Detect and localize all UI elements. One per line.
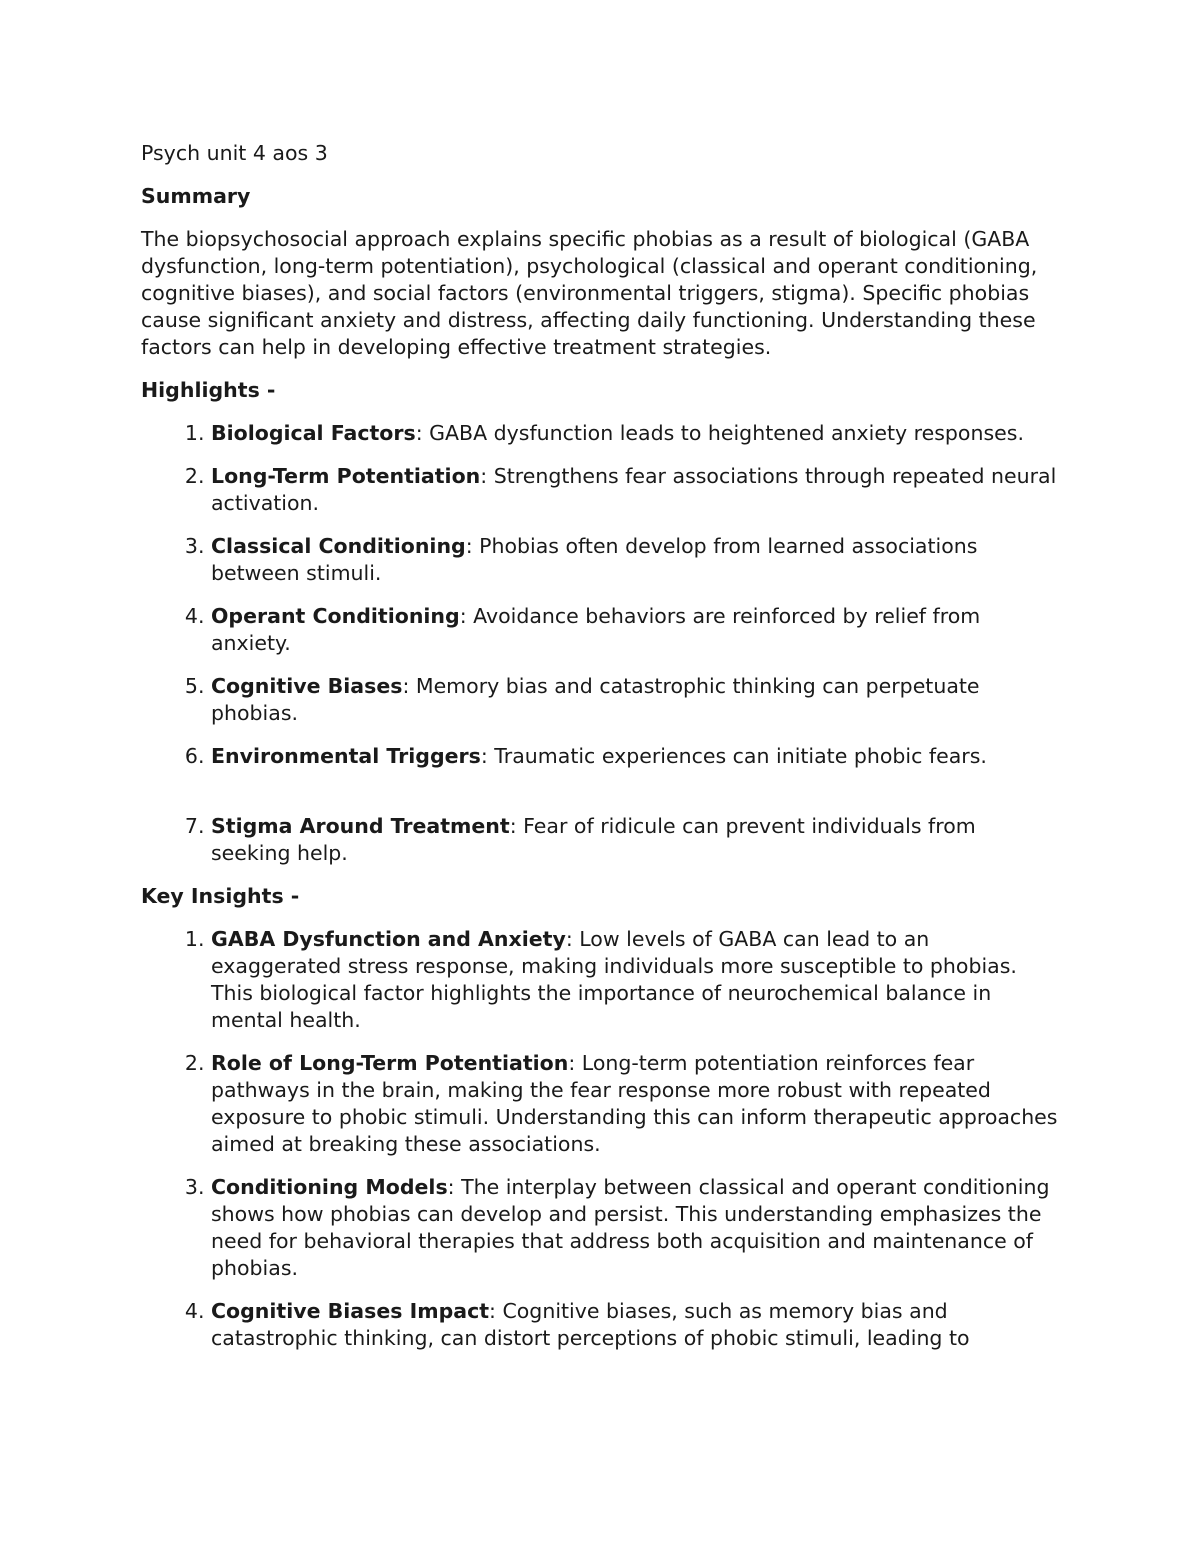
insights-heading: Key Insights - — [141, 884, 300, 908]
insight-term: GABA Dysfunction and Anxiety — [211, 927, 566, 951]
insight-text: : Long-term potentiation reinforces fear pathways in the brain, making the fear response more robust with repeated exposure to phobic stimuli. Understanding this can inform therapeutic approaches aimed at breaking these associations. — [211, 1051, 1058, 1156]
summary-heading: Summary — [141, 184, 251, 208]
highlight-text: : Fear of ridicule can prevent individuals from seeking help. — [211, 814, 976, 865]
highlight-item — [211, 533, 1061, 587]
insight-text: : The interplay between classical and operant conditioning shows how phobias can develop and persist. This understanding emphasizes the need for behavioral therapies that address both acquisition and maintenance of phobias. — [211, 1175, 1050, 1280]
insight-item — [211, 1050, 1061, 1158]
document-title: Psych unit 4 aos 3 — [141, 141, 328, 165]
insight-term: Cognitive Biases Impact — [211, 1299, 490, 1323]
highlight-item — [211, 420, 1061, 447]
highlight-term: Cognitive Biases — [211, 674, 403, 698]
highlights-heading: Highlights - — [141, 378, 276, 402]
highlight-term: Long-Term Potentiation — [211, 464, 481, 488]
document-page — [141, 140, 1061, 1368]
highlight-term: Biological Factors — [211, 421, 416, 445]
insight-term: Role of Long-Term Potentiation — [211, 1051, 569, 1075]
highlight-item — [211, 673, 1061, 727]
highlight-text: : Memory bias and catastrophic thinking can perpetuate phobias. — [211, 674, 980, 725]
insights-list — [141, 926, 1061, 1352]
highlight-text: : GABA dysfunction leads to heightened anxiety responses. — [415, 421, 1024, 445]
highlight-text: : Traumatic experiences can initiate phobic fears. — [480, 744, 987, 768]
insight-text: : Low levels of GABA can lead to an exaggerated stress response, making individuals more susceptible to phobias. This biological factor highlights the importance of neurochemical balance in mental health. — [211, 927, 1017, 1032]
highlights-list — [141, 420, 1061, 867]
insight-text: : Cognitive biases, such as memory bias and catastrophic thinking, can distort perceptions of phobic stimuli, leading to — [211, 1299, 970, 1350]
highlight-text: : Strengthens fear associations through repeated neural activation. — [211, 464, 1057, 515]
insight-term: Conditioning Models — [211, 1175, 448, 1199]
summary-paragraph: The biopsychosocial approach explains specific phobias as a result of biological (GABA dysfunction, long-term potentiation), psychological (classical and operant conditioning, cognitive biases), and social factors (environmental triggers, stigma). Specific phobias cause significant anxiety and distress, affecting daily functioning. Understanding these factors can help in developing effective treatment strategies. — [141, 227, 1038, 359]
insight-item — [211, 1298, 1061, 1352]
highlight-item — [211, 463, 1061, 517]
highlight-term: Environmental Triggers — [211, 744, 481, 768]
highlight-term: Operant Conditioning — [211, 604, 460, 628]
highlight-item — [211, 813, 1061, 867]
highlight-item — [211, 743, 1061, 770]
highlight-term: Classical Conditioning — [211, 534, 466, 558]
highlight-term: Stigma Around Treatment — [211, 814, 510, 838]
highlight-text: : Avoidance behaviors are reinforced by relief from anxiety. — [211, 604, 981, 655]
insight-item — [211, 926, 1061, 1034]
insight-item — [211, 1174, 1061, 1282]
highlight-text: : Phobias often develop from learned associations between stimuli. — [211, 534, 978, 585]
highlight-item — [211, 603, 1061, 657]
